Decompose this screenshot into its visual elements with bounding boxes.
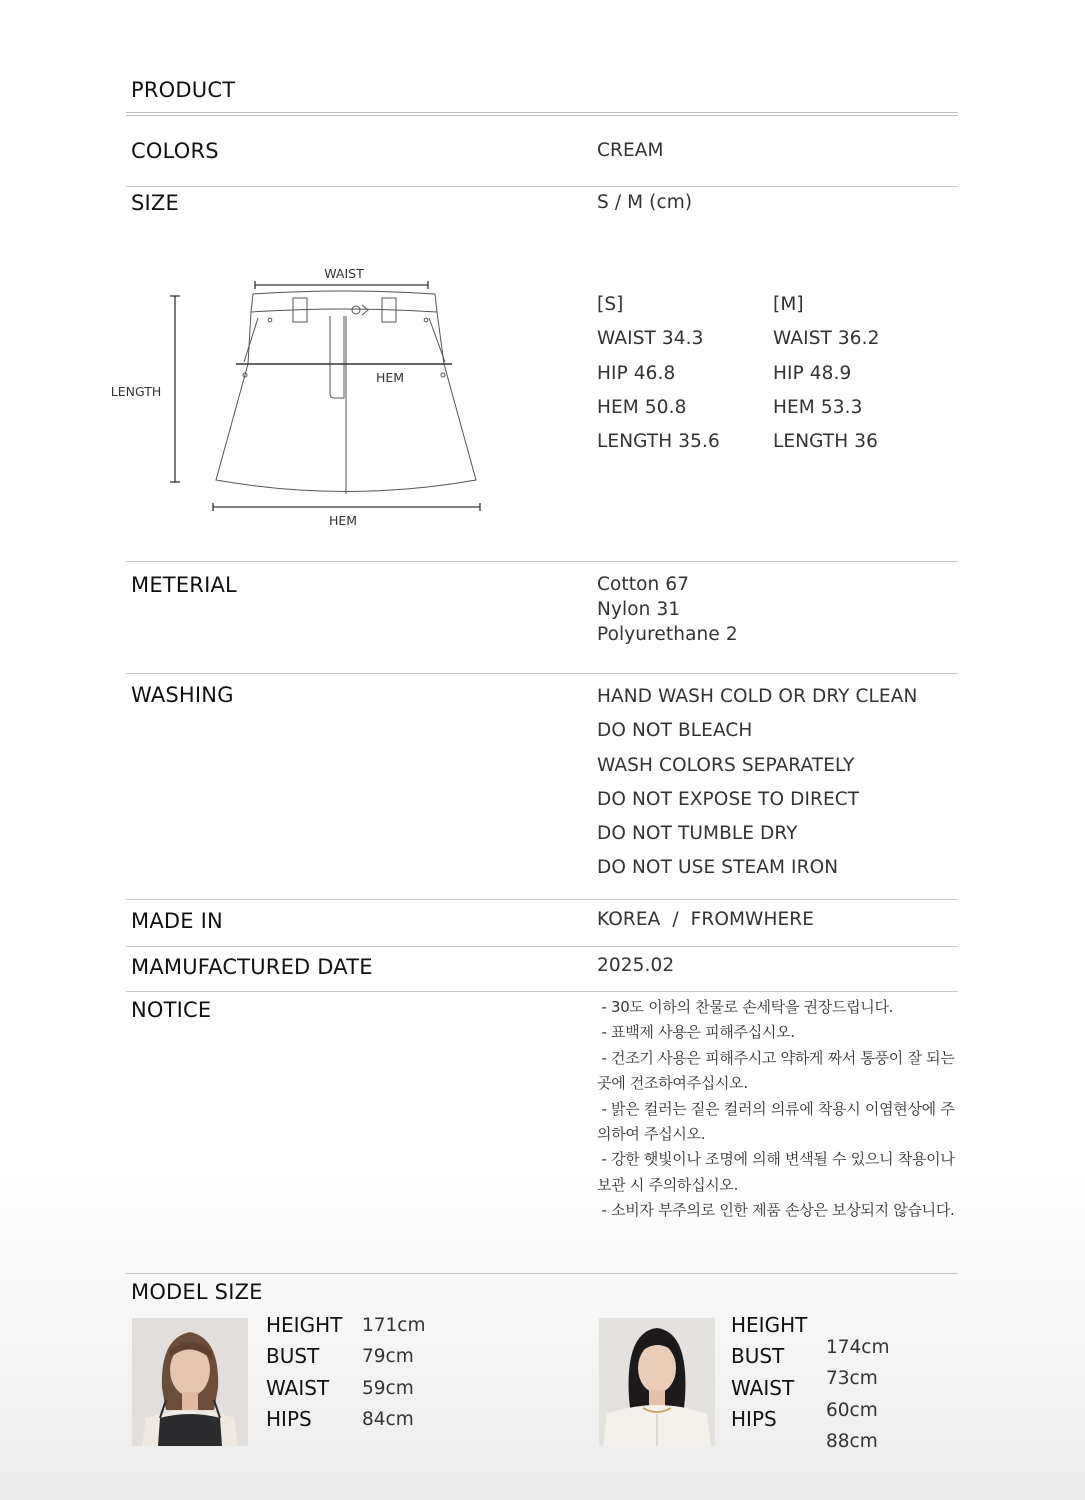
divider <box>126 561 958 562</box>
size-m-row: WAIST 36.2 <box>773 328 880 350</box>
skirt-diagram <box>100 258 500 538</box>
divider <box>126 899 958 900</box>
notice-item: - 강한 햇빛이나 조명에 의해 변색될 수 있으니 착용이나 보관 시 주의하십시오. <box>597 1150 959 1194</box>
washing-item: DO NOT USE STEAM IRON <box>597 857 839 879</box>
notice-item: - 30도 이하의 찬물로 손세탁을 권장드립니다. <box>597 998 894 1016</box>
colors-value: CREAM <box>597 140 664 161</box>
size-m-row: HIP 48.9 <box>773 362 852 384</box>
size-m-row: LENGTH 36 <box>773 431 879 453</box>
product-title: PRODUCT <box>131 78 236 102</box>
notice-label: NOTICE <box>131 998 212 1022</box>
notice-item: - 표백제 사용은 피해주십시오. <box>597 1023 795 1042</box>
skirt-outline <box>216 291 476 494</box>
model-2-value: 60cm <box>826 1399 878 1421</box>
notice-item: - 건조기 사용은 피해주시고 약하게 짜서 통풍이 잘 되는 곳에 건조하여주십시오. <box>597 1048 959 1093</box>
model-2-label: HIPS <box>731 1406 777 1431</box>
model-2-value: 73cm <box>826 1368 878 1390</box>
colors-label: COLORS <box>131 139 219 163</box>
size-column-s <box>597 288 720 459</box>
made-in-value: KOREA / FROMWHERE <box>597 909 814 930</box>
model-1-value: 79cm <box>362 1346 414 1368</box>
size-s-header: [S] <box>597 294 624 315</box>
divider <box>126 112 958 116</box>
model-photo-1 <box>132 1318 248 1446</box>
model-2-label: BUST <box>731 1344 785 1369</box>
washing-item: WASH COLORS SEPARATELY <box>597 754 855 776</box>
washing-list <box>597 680 917 886</box>
material-label: METERIAL <box>131 573 237 597</box>
model-1-label: HIPS <box>266 1406 312 1431</box>
size-m-row: HEM 53.3 <box>773 396 863 418</box>
model-size-label: MODEL SIZE <box>131 1280 263 1304</box>
notice-text <box>597 995 961 1224</box>
notice-item: - 소비자 부주의로 인한 제품 손상은 보상되지 않습니다. <box>597 1201 955 1220</box>
model-1-labels <box>266 1310 342 1435</box>
manufactured-value: 2025.02 <box>597 955 675 976</box>
model-2-value: 174cm <box>826 1337 890 1358</box>
diagram-hem-mid-label: HEM <box>375 370 405 385</box>
diagram-length-label: LENGTH <box>110 384 162 399</box>
size-s-row: LENGTH 35.6 <box>597 431 720 453</box>
model-2-values <box>826 1332 890 1457</box>
washing-item: DO NOT TUMBLE DRY <box>597 823 798 845</box>
material-item: Nylon 31 <box>597 599 681 620</box>
size-s-row: HIP 46.8 <box>597 362 676 384</box>
model-1-label: BUST <box>266 1344 320 1369</box>
model-2-label: WAIST <box>731 1375 795 1400</box>
washing-label: WASHING <box>131 683 234 707</box>
washing-item: DO NOT EXPOSE TO DIRECT <box>597 788 860 810</box>
size-s-row: WAIST 34.3 <box>597 328 704 350</box>
divider <box>126 991 958 992</box>
model-photo-2 <box>599 1318 715 1446</box>
divider <box>126 673 958 674</box>
diagram-waist-label: WAIST <box>324 266 364 281</box>
divider <box>126 1273 958 1274</box>
size-unit: S / M (cm) <box>597 192 693 213</box>
material-item: Polyurethane 2 <box>597 624 738 645</box>
notice-item: - 밝은 컬러는 짙은 컬러의 의류에 착용시 이염현상에 주의하여 주십시오. <box>597 1099 955 1144</box>
size-s-row: HEM 50.8 <box>597 396 687 418</box>
manufactured-label: MAMUFACTURED DATE <box>131 955 373 979</box>
size-m-header: [M] <box>773 294 804 315</box>
model-1-value: 59cm <box>362 1377 414 1399</box>
model-1-value: 171cm <box>362 1315 426 1336</box>
model-1-illustration <box>132 1318 248 1446</box>
diagram-hem-bottom-label: HEM <box>328 513 358 528</box>
washing-item: HAND WASH COLD OR DRY CLEAN <box>597 686 918 707</box>
material-item: Cotton 67 <box>597 574 690 595</box>
divider <box>126 946 958 947</box>
washing-item: DO NOT BLEACH <box>597 720 753 742</box>
made-in-label: MADE IN <box>131 909 223 933</box>
model-1-values <box>362 1310 426 1435</box>
model-1-label: HEIGHT <box>266 1313 343 1337</box>
size-label: SIZE <box>131 191 179 215</box>
model-1-label: WAIST <box>266 1375 330 1400</box>
divider <box>126 186 958 187</box>
model-2-labels <box>731 1310 807 1435</box>
model-1-value: 84cm <box>362 1408 414 1430</box>
model-2-label: HEIGHT <box>731 1313 808 1337</box>
size-column-m <box>773 288 880 459</box>
model-2-value: 88cm <box>826 1430 878 1452</box>
model-2-illustration <box>599 1318 715 1446</box>
material-list <box>597 572 738 647</box>
